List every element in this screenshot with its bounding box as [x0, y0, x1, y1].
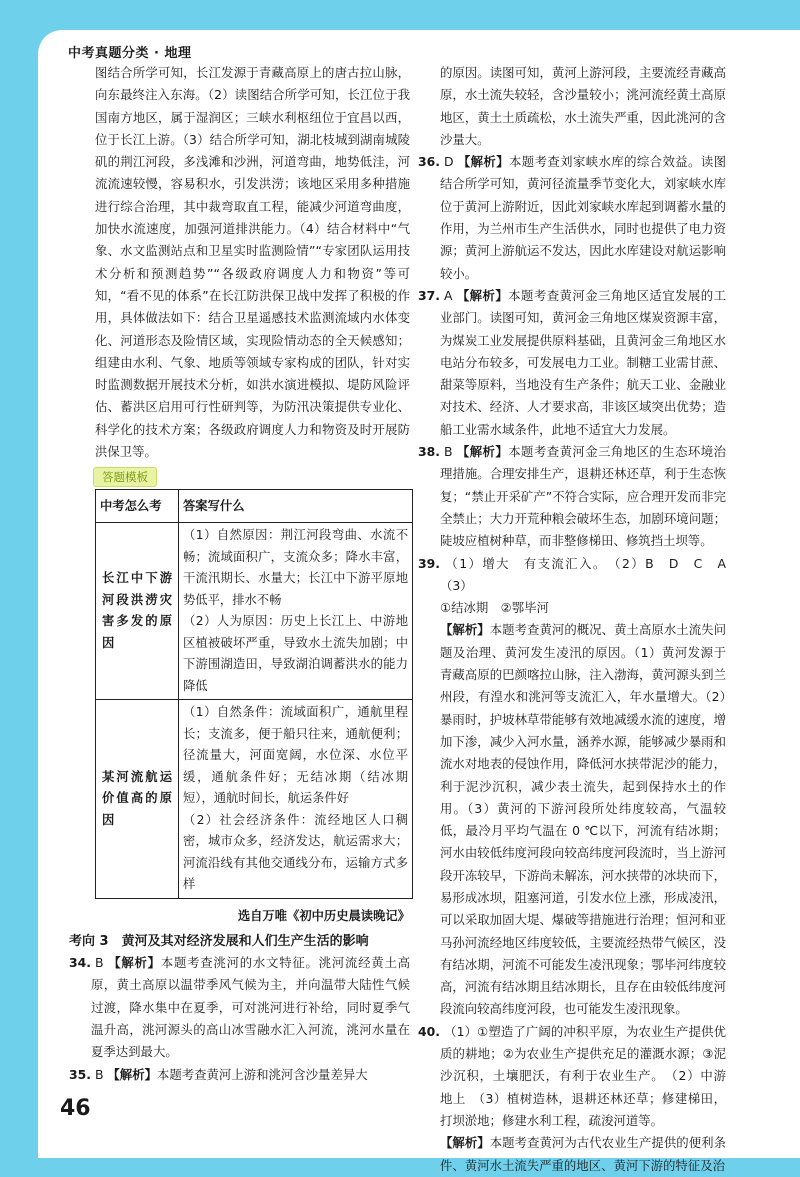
answer-line: （1）自然原因：荆江河段弯曲、水流不畅；流域面积广，支流众多；降水丰富，干流汛期长、水量大；长江中下游平原地势低平，排水不畅 （2）人为原因：历史上长江上、中游地区植被破坏严重，导致水土流失加剧；中下游围湖造田，导致湖泊调蓄洪水的能力降低 [183, 528, 408, 693]
table-header-row [96, 490, 413, 523]
analysis-tag: 【解析】 [457, 154, 509, 170]
analysis-text: 本题考查黄河金三角地区适宜发展的工业部门。读图可知，黄河金三角地区煤炭资源丰富，为煤炭工业发展提供原料基础，且黄河金三角地区水电站分布较多，可发展电力工业。制糖工业需甘蔗、甜菜等原料，当地没有生产条件；航天工业、金融业对技术、经济、人才要求高，非该区域突出优势；造船工业需水域条件，此地不适宜大力发展。 [440, 287, 726, 437]
table-cell-question: 长江中下游河段洪涝灾害多发的原因 [96, 523, 179, 700]
answer-letter: B [94, 1066, 104, 1082]
page-number: 46 [60, 1096, 91, 1121]
analysis-text: 本题考查黄河为古代农业生产提供的便利条件、黄河水土流失严重的地区、黄河下游的特征及治 [440, 1135, 727, 1173]
question-number: 40. [418, 1023, 440, 1039]
question-40 [418, 1021, 739, 1132]
table-cell-answer [179, 523, 413, 700]
question-40-analysis [418, 1132, 726, 1177]
question-number: 36. [418, 154, 440, 170]
question-37 [418, 285, 726, 441]
question-38 [418, 441, 726, 552]
answer-letter: B [94, 955, 104, 971]
analysis-text: 本题考查洮河的水文特征。洮河流经黄土高原，黄土高原以温带季风气候为主，并向温带大陆性气候过渡，降水集中在夏季，可对洮河进行补给，同时夏季气温升高，洮河源头的高山冰雪融水汇入河流，洮河水量在夏季达到最大。 [91, 955, 411, 1060]
question-number: 38. [418, 444, 440, 460]
analysis-text: 本题考查黄河金三角地区的生态环境治理措施。合理安排生产，退耕还林还草，利于生态恢复；“禁止开采矿产”不符合实际，应合理开发而非完全禁止；大力开荒种粮会破坏生态，加剧环境问题；陡坡应植树种草，而非整修梯田、修筑挡土坝等。 [440, 444, 727, 549]
answer-template-badge: 答题模板 [93, 467, 157, 487]
analysis-text: 本题考查黄河的概况、黄土高原水土流失问题及治理、黄河发生凌汛的原因。（1）黄河发源于青藏高原的巴颜喀拉山脉，注入渤海，黄河源头到兰州段，有湟水和洮河等支流汇入，年水量增大。（2）暴雨时，护坡林草带能够有效地减缓水流的速度，增加下渗，减少入河水量，涵养水源，能够减少暴雨和流水对地表的侵蚀作用，降低河水挟带泥沙的能力，利于泥沙沉积，减少表土流失，起到保持水土的作用。（3）黄河的下游河段所处纬度较高，气温较低，最冷月平均气温在 0 ℃以下，河流有结冰期；河水由较低纬度河段向较高纬度河段流时，当上游河段开冻较早，下游尚未解冻，河水挟带的冰块而下，易形成冰坝，阻塞河道，引发水位上涨，形成凌汛，可以采取加固大堤、爆破等措施进行治理；恒河和亚马孙河流经地区纬度较低，主要流经热带气候区，没有结冰期，河流不可能发生凌汛现象；鄂毕河纬度较高，河流有结冰期且结冰期长，且存在由较低纬度河段流向较高纬度河段，也可能发生凌汛现象。 [440, 622, 727, 1017]
analysis-tag: 【解析】 [108, 955, 161, 971]
continued-paragraph: 的原因。读图可知，黄河上游河段，主要流经青藏高原，水土流失较轻，含沙量较小；洮河流经黄土高原地区，黄土土质疏松，水土流失严重，因此洮河的含沙量大。 [440, 65, 726, 147]
analysis-tag: 【解析】 [456, 287, 509, 303]
analysis-tag: 【解析】 [440, 1135, 490, 1151]
answer-text: （1）①塑造了广阔的冲积平原，为农业生产提供优质的耕地；②为农业生产提供充足的灌溉水源；③泥沙沉积，土壤肥沃，有利于农业生产。 （2）中游 地上 （3）植树造林，退耕还林还草；修建梯田，打坝淤地；修建水利工程，疏浚河道等。 [440, 1023, 739, 1128]
question-number: 37. [418, 287, 440, 303]
question-36 [418, 151, 726, 285]
table-cell-answer [179, 700, 413, 899]
table-header: 答案写什么 [179, 490, 413, 523]
answer-letter: A [443, 287, 453, 303]
analysis-tag: 【解析】 [440, 622, 490, 638]
answer-text: （1）增大 有支流汇入。 （2）B D C A （3） [440, 555, 739, 593]
answer-letter: D [443, 154, 454, 170]
analysis-text: 本题考查刘家峡水库的综合效益。读图结合所学可知，黄河径流量季节变化大，刘家峡水库位于黄河上游附近，因此刘家峡水库起到调蓄水量的作用，为兰州市生产生活供水，同时也提供了电力资源；黄河上游航运不发达，因此水库建设对航运影响较小。 [440, 154, 726, 281]
answer-text: ①结冰期 ②鄂毕河 [440, 600, 549, 616]
table-row [96, 700, 413, 899]
question-39-analysis [418, 619, 726, 1020]
table-row [96, 523, 413, 700]
question-34 [69, 952, 410, 1063]
analysis-tag: 【解析】 [107, 1066, 157, 1082]
section-heading: 考向 3 黄河及其对经济发展和人们生产生活的影响 [69, 934, 369, 950]
left-column [69, 62, 411, 1086]
analysis-text: 本题考查黄河上游和洮河含沙量差异大 [156, 1066, 368, 1082]
answer-paragraph-33: 图结合所学可知，长江发源于青藏高原上的唐古拉山脉，向东最终注入东海。（2）读图结合所学可知，长江位于我国南方地区，属于湿润区；三峡水利枢纽位于宜昌以西，位于长江上游。（3）结合所学可知，湖北枝城到湖南城陵矶的荆江河段，多浅滩和沙洲，河道弯曲，地势低洼，河流流速较慢，容易积水，引发洪涝；该地区采用多种措施进行综合治理，其中裁弯取直工程，能减少河道弯曲度，加快水流速度，加强河道排洪能力。（4）结合材料中“气象、水文监测站点和卫星实时监测险情”“专家团队运用技术分析和预测趋势”“各级政府调度人力和物资”等可知，“看不见的体系”在长江防洪保卫战中发挥了积极的作用，具体做法如下：结合卫星遥感技术监测流域内水体变化、河道形态及险情区域，实现险情动态的全天候感知；组建由水利、气象、地质等领域专家构成的团队，针对实时监测数据开展技术分析，如洪水演进模拟、堤防风险评估、蓄洪区启用可行性研判等，为防汛决策提供专业化、科学化的技术方案；各级政府调度人力和物资及时开展防洪保卫等。 [95, 65, 410, 460]
table-header: 中考怎么考 [96, 490, 179, 523]
table-cell-question: 某河流航运价值高的原因 [96, 700, 179, 899]
question-number: 35. [69, 1066, 91, 1082]
answer-letter: B [443, 444, 453, 460]
question-number: 39. [418, 555, 440, 571]
answer-template-table [95, 489, 413, 899]
analysis-tag: 【解析】 [456, 444, 509, 460]
question-39 [418, 553, 739, 620]
answer-line: （1）自然条件：流域面积广，通航里程长；支流多，便于船只往来，通航便利；径流量大，河面宽阔，水位深、水位平缓，通航条件好；无结冰期（结冰期短），通航时间长，航运条件好 （2）社会经济条件：流经地区人口稠密，城市众多，经济发达，航运需求大；河流沿线有其他交通线分布，运输方式多样 [183, 705, 408, 892]
question-number: 34. [69, 955, 91, 971]
running-header: 中考真题分类 · 地理 [68, 46, 192, 61]
question-35 [69, 1064, 410, 1086]
right-column [418, 62, 739, 1177]
source-note: 选自万唯《初中历史晨读晚记》 [237, 908, 410, 923]
